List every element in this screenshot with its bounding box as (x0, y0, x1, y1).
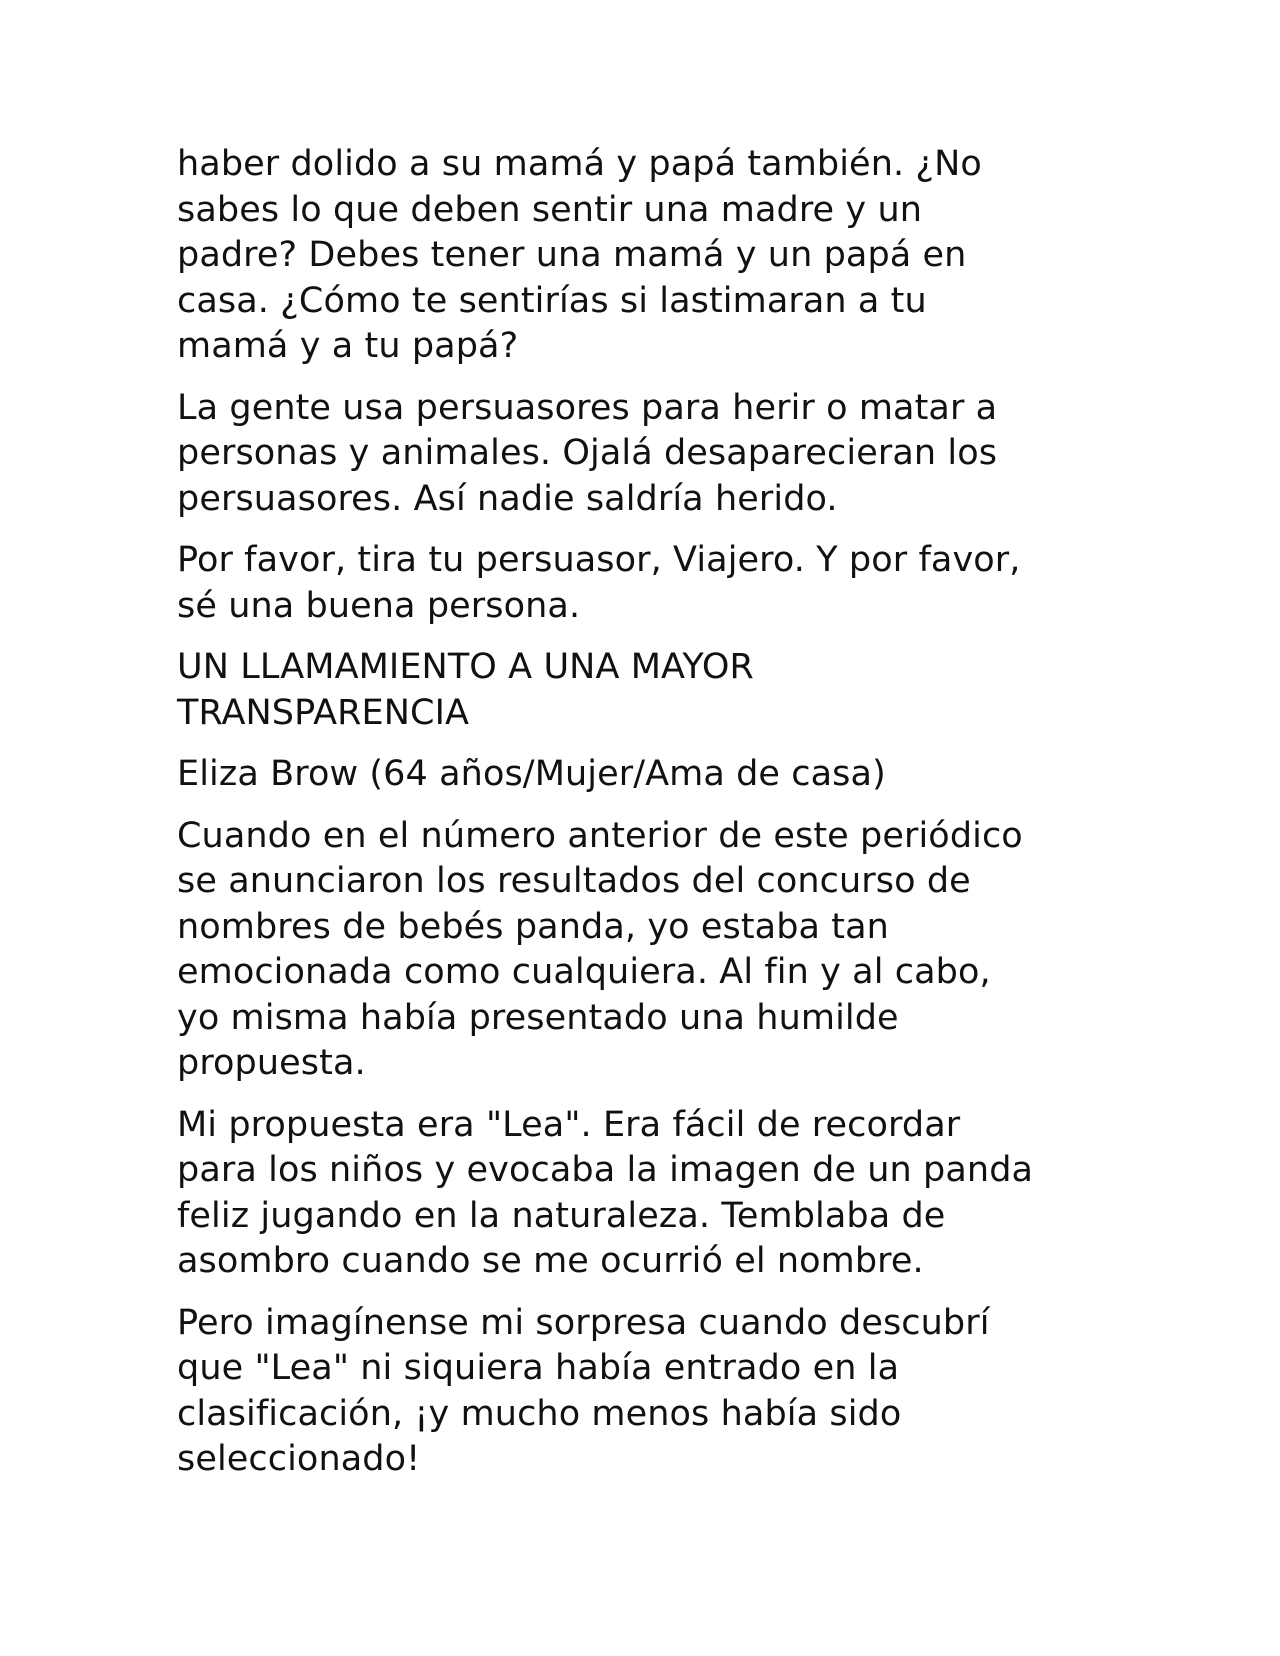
article-author: Eliza Brow (64 años/Mujer/Ama de casa) (177, 754, 886, 794)
paragraph-letter-closing: haber dolido a su mamá y papá también. ¿No sabes lo que deben sentir una madre y un padre? Debes tener una mamá y un papá en casa. ¿Cómo te sentirías si lastimaran a tu mamá y a tu papá? (177, 144, 982, 366)
article-heading: UN LLAMAMIENTO A UNA MAYOR TRANSPARENCIA (177, 647, 754, 733)
paragraph-proposal: Mi propuesta era "Lea". Era fácil de recordar para los niños y evocaba la imagen de un panda feliz jugando en la naturaleza. Temblaba de asombro cuando se me ocurrió el nombre. (177, 1104, 1034, 1281)
paragraph-surprise: Pero imagínense mi sorpresa cuando descubrí que "Lea" ni siquiera había entrado en la clasificación, ¡y mucho menos había sido seleccionado! (177, 1302, 990, 1479)
paragraph-contest: Cuando en el número anterior de este periódico se anunciaron los resultados del concurso de nombres de bebés panda, yo estaba tan emocionada como cualquiera. Al fin y al cabo, yo misma había presentado una humilde propuesta. (177, 815, 1023, 1083)
paragraph-plea: Por favor, tira tu persuasor, Viajero. Y por favor, sé una buena persona. (177, 540, 1021, 626)
document-page (177, 142, 1107, 1499)
paragraph-persuaders: La gente usa persuasores para herir o matar a personas y animales. Ojalá desaparecieran los persuasores. Así nadie saldría herido. (177, 387, 998, 519)
